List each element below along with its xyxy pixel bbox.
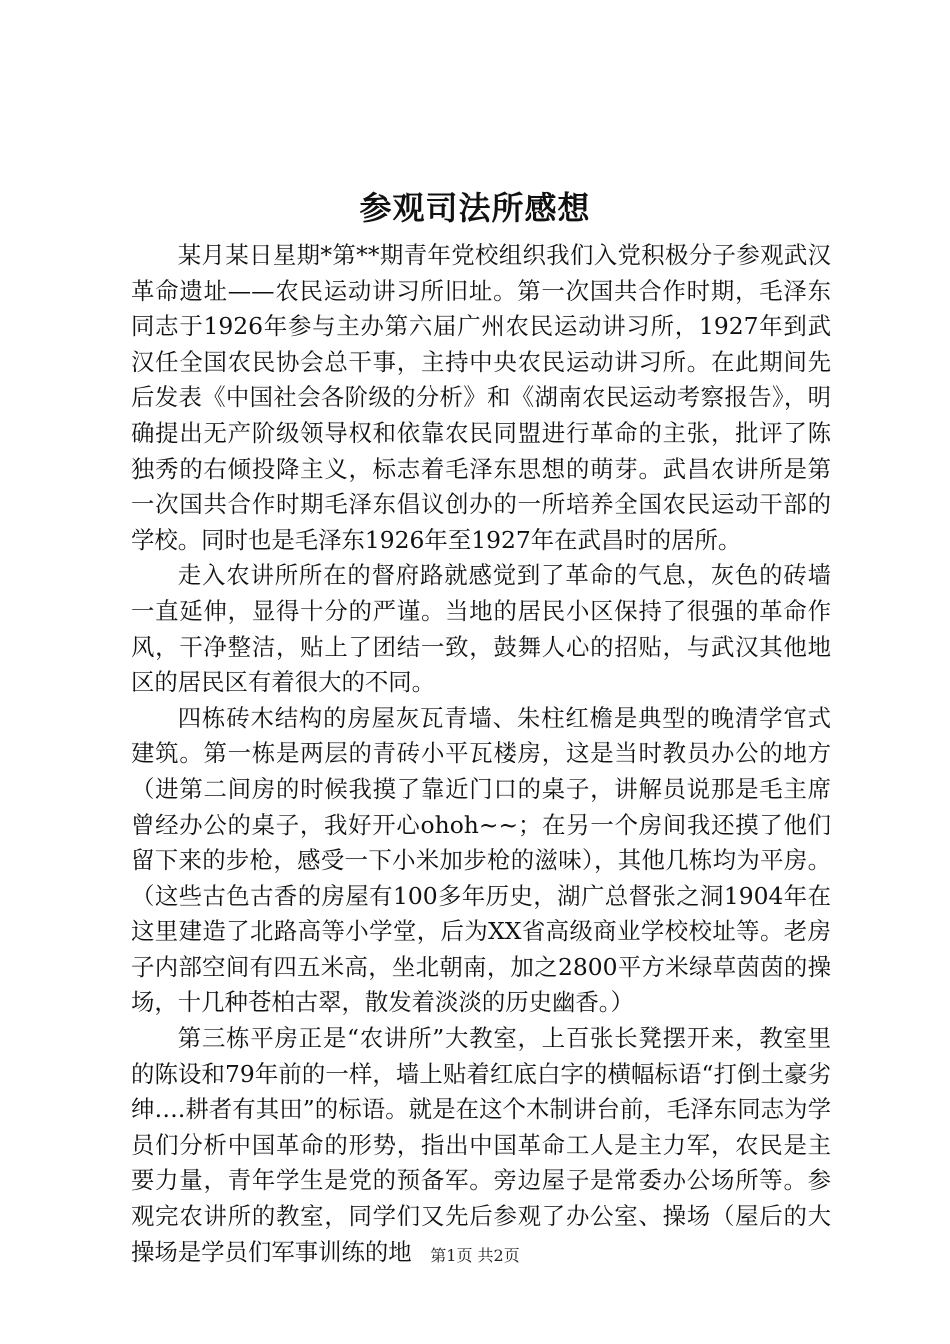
document-body (131, 238, 831, 1270)
paragraph-4: 第三栋平房正是“农讲所”大教室，上百张长凳摆开来，教室里的陈设和79年前的一样，墙上贴着红底白字的横幅标语“打倒土豪劣绅….耕者有其田”的标语。就是在这个木制讲台前，毛泽东同志为学员们分析中国革命的形势，指出中国革命工人是主力军，农民是主要力量，青年学生是党的预备军。旁边屋子是常委办公场所等。参观完农讲所的教室，同学们又先后参观了办公室、操场（屋后的大操场是学员们军事训练的地 (131, 1024, 832, 1266)
document-title: 参观司法所感想 (359, 189, 591, 227)
paragraph-3: 四栋砖木结构的房屋灰瓦青墙、朱柱红檐是典型的晚清学官式建筑。第一栋是两层的青砖小平瓦楼房，这是当时教员办公的地方（进第二间房的时候我摸了靠近门口的桌子，讲解员说那是毛主席曾经办公的桌子，我好开心ohoh~~；在另一个房间我还摸了他们留下来的步枪，感受一下小米加步枪的滋味），其他几栋均为平房。（这些古色古香的房屋有100多年历史，湖广总督张之洞1904年在这里建造了北路高等小学堂，后为XX省高级商业学校校址等。老房子内部空间有四五米高，坐北朝南，加之2800平方米绿草茵茵的操场，十几种苍柏古翠，散发着淡淡的历史幽香。） (131, 703, 831, 1017)
paragraph-1: 某月某日星期*第**期青年党校组织我们入党积极分子参观武汉革命遗址——农民运动讲习所旧址。第一次国共合作时期，毛泽东同志于1926年参与主办第六届广州农民运动讲习所，1927年到武汉任全国农民协会总干事，主持中央农民运动讲习所。在此期间先后发表《中国社会各阶级的分析》和《湖南农民运动考察报告》，明确提出无产阶级领导权和依靠农民同盟进行革命的主张，批评了陈独秀的右倾投降主义，标志着毛泽东思想的萌芽。武昌农讲所是第一次国共合作时期毛泽东倡议创办的一所培养全国农民运动干部的学校。同时也是毛泽东1926年至1927年在武昌时的居所。 (131, 241, 831, 554)
paragraph-2: 走入农讲所所在的督府路就感觉到了革命的气息，灰色的砖墙一直延伸，显得十分的严谨。当地的居民小区保持了很强的革命作风，干净整洁，贴上了团结一致，鼓舞人心的招贴，与武汉其他地区的居民区有着很大的不同。 (131, 561, 831, 697)
page-number-footer: 第1页 共2页 (430, 1246, 520, 1265)
